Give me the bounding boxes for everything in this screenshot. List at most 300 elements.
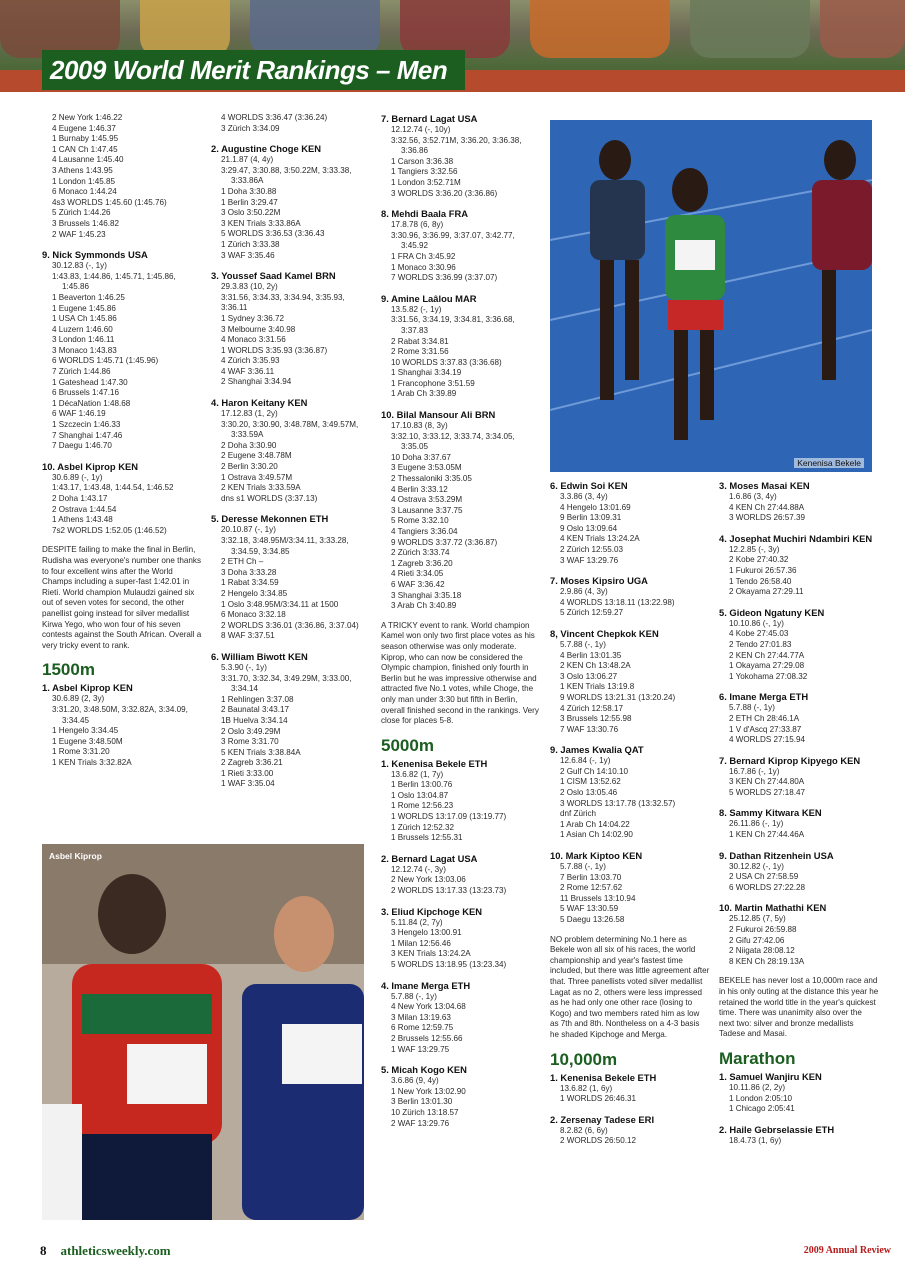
result-line: 4s3 WORLDS 1:45.60 (1:45.76) bbox=[52, 197, 167, 207]
result-line: 1 Eugene 1:45.86 bbox=[52, 303, 116, 313]
result-line: 3 WORLDS 13:17.78 (13:32.57) bbox=[560, 798, 676, 808]
athlete-name: 1. Samuel Wanjiru KEN bbox=[719, 1070, 822, 1082]
result-line: 1 WORLDS 3:35.93 (3:36.87) bbox=[221, 345, 328, 355]
ranking-entry bbox=[211, 397, 371, 504]
photo-kenenisa-bekele bbox=[550, 120, 872, 472]
result-line: 1 Fukuroi 26:57.36 bbox=[729, 565, 797, 575]
ranking-entry bbox=[42, 461, 202, 537]
result-line: 1 CAN Ch 1:47.45 bbox=[52, 144, 118, 154]
result-line: 1 WORLDS 26:46.31 bbox=[560, 1094, 637, 1104]
result-line: 4 KEN Ch 27:44.88A bbox=[729, 502, 805, 512]
result-line: 25.12.85 (7, 5y) bbox=[729, 914, 786, 924]
ranking-entry bbox=[550, 1072, 710, 1105]
ranking-entry bbox=[719, 1124, 879, 1147]
result-line: 1 Chicago 2:05:41 bbox=[729, 1104, 795, 1114]
result-line: 2 ETH Ch – bbox=[221, 557, 264, 567]
result-line: 2 Gulf Ch 14:10.10 bbox=[560, 766, 628, 776]
result-line: 4 Luzern 1:46.60 bbox=[52, 324, 113, 334]
result-line: 1 Eugene 3:48.50M bbox=[52, 736, 123, 746]
result-line: 3:34.59, 3:34.85 bbox=[231, 546, 290, 556]
result-line: 1 Oslo 13:04.87 bbox=[391, 790, 449, 800]
athlete-name: 5. Deresse Mekonnen ETH bbox=[211, 513, 329, 525]
ranking-entry bbox=[719, 607, 879, 683]
result-line: 1 Athens 1:43.48 bbox=[52, 515, 113, 525]
result-line: 7 Zürich 1:44.86 bbox=[52, 367, 111, 377]
result-line: 30.12.82 (-, 1y) bbox=[729, 861, 784, 871]
result-line: 4 Tangiers 3:36.04 bbox=[391, 527, 458, 536]
result-line: 6 Brussels 1:47.16 bbox=[52, 388, 120, 398]
result-line: 1 Hengelo 3:34.45 bbox=[52, 726, 119, 736]
athlete-name: 10. Mark Kiptoo KEN bbox=[550, 850, 643, 862]
result-line: 17.10.83 (8, 3y) bbox=[391, 421, 448, 431]
ranking-entry bbox=[42, 113, 202, 240]
result-line: 3 Doha 3:33.28 bbox=[221, 567, 277, 577]
commentary-paragraph: DESPITE failing to make the final in Berlin, Rudisha was everyone's number one thanks to four excellent wins after the World Champs including a super-fast 1:42.01 in Rieti. World champion Mulaudzi gained six out of seven votes for second, the other panellist going instead for silver medallist Kirwa Yego, who won four of his seven contests against the South African. Overall a very tricky event to rank. bbox=[42, 545, 202, 650]
result-line: 1 London 1:45.85 bbox=[52, 176, 116, 186]
result-line: 2 Oslo 3:49.29M bbox=[221, 726, 281, 736]
ranking-entry bbox=[719, 902, 879, 967]
result-line: 3:45.92 bbox=[401, 241, 429, 251]
result-line: 4 Eugene 1:46.37 bbox=[52, 123, 116, 133]
result-line: 1 Shanghai 3:34.19 bbox=[391, 368, 462, 378]
result-line: 5 WORLDS 13:18.95 (13:23.34) bbox=[391, 960, 507, 969]
result-line: 2 Hengelo 3:34.85 bbox=[221, 588, 288, 598]
result-line: 5.3.90 (-, 1y) bbox=[221, 662, 267, 672]
result-line: 7s2 WORLDS 1:52.05 (1:46.52) bbox=[52, 525, 167, 535]
footer-left bbox=[40, 1243, 171, 1259]
athlete-name: 2. Bernard Lagat USA bbox=[381, 852, 478, 864]
result-line: 4 KEN Trials 13:24.2A bbox=[560, 534, 640, 544]
athlete-name: 10. Martin Mathathi KEN bbox=[719, 902, 827, 914]
banner-photo-crowd bbox=[820, 0, 905, 58]
result-line: 4 WORLDS 27:15.94 bbox=[729, 735, 806, 745]
result-line: 9 Oslo 13:09.64 bbox=[560, 523, 618, 533]
result-line: 3:29.47, 3:30.88, 3:50.22M, 3:33.38, bbox=[221, 165, 352, 175]
athlete-name: 8. Mehdi Baala FRA bbox=[381, 208, 468, 220]
result-line: 2 Okayama 27:29.11 bbox=[729, 587, 804, 597]
ranking-entry bbox=[719, 691, 879, 745]
header-banner bbox=[0, 0, 905, 92]
result-line: 3:31.70, 3:32.34, 3:49.29M, 3:33.00, bbox=[221, 673, 352, 683]
ranking-entry bbox=[211, 143, 371, 261]
result-line: 5.7.88 (-, 1y) bbox=[729, 703, 775, 713]
result-line: 3:30.96, 3:36.99, 3:37.07, 3:42.77, bbox=[391, 230, 515, 240]
result-line: 3:30.20, 3:30.90, 3:48.78M, 3:49.57M, bbox=[221, 419, 359, 429]
result-line: 17.12.83 (1, 2y) bbox=[221, 409, 278, 419]
result-line: 1 Milan 12:56.46 bbox=[391, 938, 451, 948]
result-line: 1 Asian Ch 14:02.90 bbox=[560, 830, 633, 840]
result-line: 12.12.74 (-, 10y) bbox=[391, 125, 451, 134]
result-line: 18.4.73 (1, 6y) bbox=[729, 1135, 782, 1145]
result-line: 3 Hengelo 13:00.91 bbox=[391, 928, 462, 938]
result-line: 4 New York 13:04.68 bbox=[391, 1002, 466, 1012]
result-line: 4 WAF 3:36.11 bbox=[221, 366, 275, 376]
result-line: 1 Gateshead 1:47.30 bbox=[52, 377, 128, 387]
result-line: 1 FRA Ch 3:45.92 bbox=[391, 251, 456, 261]
result-line: 3:34.14 bbox=[231, 684, 259, 694]
result-line: 1 Rome 3:31.20 bbox=[52, 747, 110, 757]
result-line: 3 Berlin 13:01.30 bbox=[391, 1097, 453, 1107]
photo-kiprop-image bbox=[42, 844, 364, 1220]
result-line: 2 ETH Ch 28:46.1A bbox=[729, 713, 800, 723]
result-line: 2 Niigata 28:08.12 bbox=[729, 946, 795, 956]
commentary-paragraph: A TRICKY event to rank. World champion Kamel won only two first place votes as his season otherwise was only moderate. Kiprop, who can now be considered the Olympic champion, finished only fourth in Berlin but he was impressive otherwise and attracted five No.1 votes, while Choge, the only man under 3:30 but fifth in Berlin, overall finished second in the rankings. Very close for places 5-8. bbox=[381, 620, 539, 726]
result-line: 4 Hengelo 13:01.69 bbox=[560, 502, 631, 512]
result-line: 4 Ostrava 3:53.29M bbox=[391, 495, 463, 505]
result-line: 3 Melbourne 3:40.98 bbox=[221, 324, 296, 334]
athlete-name: 4. Imane Merga ETH bbox=[381, 979, 471, 991]
result-line: 2 WORLDS 3:36.01 (3:36.86, 3:37.04) bbox=[221, 620, 359, 630]
result-line: 1 WAF 13:29.75 bbox=[391, 1044, 450, 1054]
result-line: 1 London 3:52.71M bbox=[391, 177, 461, 187]
result-line: 10 WORLDS 3:37.83 (3:36.68) bbox=[391, 357, 502, 367]
athlete-name: 3. Youssef Saad Kamel BRN bbox=[211, 270, 336, 282]
result-line: 3:31.56, 3:34.33, 3:34.94, 3:35.93, 3:36.11 bbox=[221, 292, 345, 313]
ranking-entry bbox=[42, 682, 202, 768]
photo-asbel-kiprop bbox=[42, 844, 364, 1220]
result-line: 1 CISM 13:52.62 bbox=[560, 777, 621, 787]
commentary-paragraph: NO problem determining No.1 here as Bekele won all six of his races, the world championship and year's fastest time included, but there was little agreement after that. Three panellists voted silver medallist Lagat as no 2, others were less impressed as he had only one other race (losing to Kogo) and two members rated him as low as 7th and 8th. Nontheless on a 4-3 basis he shaded Kipchoge and Merga. bbox=[550, 934, 710, 1039]
ranking-entry bbox=[719, 755, 879, 799]
result-line: 13.6.82 (1, 6y) bbox=[560, 1083, 613, 1093]
athlete-name: 10. Asbel Kiprop KEN bbox=[42, 460, 139, 472]
ranking-entry bbox=[381, 409, 541, 612]
result-line: 2 Thessaloniki 3:35.05 bbox=[391, 474, 472, 484]
result-line: 3.3.86 (3, 4y) bbox=[560, 492, 608, 501]
result-line: 2 New York 13:03.06 bbox=[391, 875, 466, 885]
athlete-name: 3. Eliud Kipchoge KEN bbox=[381, 905, 483, 917]
result-line: 2 Eugene 3:48.78M bbox=[221, 451, 292, 461]
result-line: 2 WAF 1:45.23 bbox=[52, 229, 106, 239]
result-line: 1 Berlin 3:29.47 bbox=[221, 197, 278, 207]
site-link[interactable]: athleticsweekly.com bbox=[60, 1243, 171, 1258]
result-line: 1 Arab Ch 3:39.89 bbox=[391, 389, 457, 399]
athlete-name: 1. Asbel Kiprop KEN bbox=[42, 682, 133, 694]
result-line: 12.12.74 (-, 3y) bbox=[391, 864, 446, 874]
result-line: 6 WAF 1:46.19 bbox=[52, 409, 106, 419]
ranking-entry bbox=[719, 533, 879, 598]
result-line: 1 WAF 3:35.04 bbox=[221, 779, 275, 789]
column-4 bbox=[550, 480, 710, 1156]
result-line: 12.2.85 (-, 3y) bbox=[729, 544, 780, 554]
result-line: 2 KEN Ch 27:44.77A bbox=[729, 650, 805, 660]
athlete-name: 9. Amine Laâlou MAR bbox=[381, 292, 477, 304]
ranking-entry bbox=[381, 113, 541, 199]
athlete-name: 3. Moses Masai KEN bbox=[719, 480, 810, 491]
result-line: 4 Berlin 13:01.35 bbox=[560, 650, 622, 660]
result-line: 6 WORLDS 1:45.71 (1:45.96) bbox=[52, 356, 159, 366]
result-line: 2 Zürich 12:55.03 bbox=[560, 544, 623, 554]
ranking-entry bbox=[211, 513, 371, 642]
ranking-entry bbox=[719, 807, 879, 840]
result-line: 1:43.83, 1:44.86, 1:45.71, 1:45.86, bbox=[52, 271, 176, 281]
ranking-entry bbox=[42, 249, 202, 452]
result-line: 29.3.83 (10, 2y) bbox=[221, 282, 278, 292]
athlete-name: 8. Sammy Kitwara KEN bbox=[719, 807, 822, 819]
column-5 bbox=[719, 480, 879, 1155]
ranking-entry bbox=[719, 1071, 879, 1115]
result-line: 3 KEN Trials 13:24.2A bbox=[391, 949, 471, 959]
section-heading: 10,000m bbox=[550, 1049, 618, 1069]
result-line: 3 WAF 3:35.46 bbox=[221, 250, 275, 260]
result-line: 1 Rehlingen 3:37.08 bbox=[221, 694, 294, 704]
column-2 bbox=[211, 113, 371, 799]
ranking-entry bbox=[381, 208, 541, 284]
result-line: 8.2.82 (6, 6y) bbox=[560, 1125, 608, 1135]
result-line: 1 Zagreb 3:36.20 bbox=[391, 558, 453, 568]
result-line: 4 WORLDS 3:36.47 (3:36.24) bbox=[221, 113, 328, 122]
athlete-name: 4. Haron Keitany KEN bbox=[211, 397, 308, 409]
result-line: 13.5.82 (-, 1y) bbox=[391, 304, 442, 314]
result-line: 1 Yokohama 27:08.32 bbox=[729, 671, 808, 681]
athlete-name: 2. Haile Gebrselassie ETH bbox=[719, 1123, 835, 1135]
result-line: 2 USA Ch 27:58.59 bbox=[729, 872, 799, 882]
result-line: 2 Gifu 27:42.06 bbox=[729, 935, 785, 945]
ranking-entry bbox=[381, 980, 541, 1056]
result-line: 1 Carson 3:36.38 bbox=[391, 156, 454, 166]
result-line: 5 WORLDS 27:18.47 bbox=[729, 787, 806, 797]
athlete-name: 5. Micah Kogo KEN bbox=[381, 1064, 467, 1076]
result-line: 3 Oslo 13:06.27 bbox=[560, 671, 618, 681]
result-line: 1 Zürich 12:52.32 bbox=[391, 822, 454, 832]
section-heading: Marathon bbox=[719, 1048, 796, 1068]
result-line: 3 Milan 13:19.63 bbox=[391, 1012, 451, 1022]
result-line: 2 Doha 3:30.90 bbox=[221, 440, 277, 450]
result-line: 3:35.05 bbox=[401, 442, 429, 452]
result-line: 30.6.89 (2, 3y) bbox=[52, 694, 105, 704]
result-line: 2 WORLDS 13:17.33 (13:23.73) bbox=[391, 886, 507, 896]
result-line: 9 Berlin 13:09.31 bbox=[560, 513, 622, 523]
result-line: 2.9.86 (4, 3y) bbox=[560, 587, 608, 597]
result-line: 3 Arab Ch 3:40.89 bbox=[391, 601, 457, 611]
result-line: 1 Ostrava 3:49.57M bbox=[221, 472, 293, 482]
ranking-entry bbox=[381, 1064, 541, 1129]
result-line: 2 WAF 13:29.76 bbox=[391, 1118, 450, 1128]
result-line: 3 Monaco 1:43.83 bbox=[52, 345, 117, 355]
result-line: 2 Kobe 27:40.32 bbox=[729, 555, 789, 565]
column-3 bbox=[381, 113, 541, 1138]
athlete-name: 7. Bernard Kiprop Kipyego KEN bbox=[719, 754, 861, 766]
result-line: 5 KEN Trials 3:38.84A bbox=[221, 747, 301, 757]
column-1 bbox=[42, 113, 202, 777]
result-line: 3 Eugene 3:53.05M bbox=[391, 463, 462, 473]
result-line: 2 KEN Ch 13:48.2A bbox=[560, 661, 631, 671]
result-line: 2 Zürich 3:33.74 bbox=[391, 548, 450, 558]
result-line: 1.6.86 (3, 4y) bbox=[729, 492, 777, 501]
athlete-name: 6. Edwin Soi KEN bbox=[550, 480, 628, 491]
result-line: 2 KEN Trials 3:33.59A bbox=[221, 483, 301, 493]
result-line: 3:36.86 bbox=[401, 146, 429, 156]
ranking-entry bbox=[211, 113, 371, 134]
result-line: 2 Zagreb 3:36.21 bbox=[221, 758, 283, 768]
result-line: 1 V d'Ascq 27:33.87 bbox=[729, 724, 802, 734]
result-line: 2 Tendo 27:01.83 bbox=[729, 639, 792, 649]
result-line: 6 WORLDS 27:22.28 bbox=[729, 882, 806, 892]
result-line: 3 Brussels 12:55.98 bbox=[560, 714, 632, 724]
ranking-entry bbox=[719, 480, 879, 524]
result-line: 6 WAF 3:36.42 bbox=[391, 579, 445, 589]
result-line: dns s1 WORLDS (3:37.13) bbox=[221, 493, 318, 503]
result-line: 5.7.88 (-, 1y) bbox=[560, 639, 606, 649]
result-line: 3 WAF 13:29.76 bbox=[560, 555, 619, 565]
result-line: 2 Berlin 3:30.20 bbox=[221, 462, 278, 472]
result-line: 3:33.59A bbox=[231, 430, 264, 440]
result-line: 4 Rieti 3:34.05 bbox=[391, 569, 444, 579]
result-line: 2 Ostrava 1:44.54 bbox=[52, 504, 117, 514]
result-line: 1 Rabat 3:34.59 bbox=[221, 578, 279, 588]
result-line: 30.12.83 (-, 1y) bbox=[52, 261, 107, 271]
result-line: 5 WORLDS 3:36.53 (3:36.43 bbox=[221, 229, 325, 239]
result-line: 10 Doha 3:37.67 bbox=[391, 452, 451, 462]
result-line: 2 Rome 3:31.56 bbox=[391, 347, 449, 357]
result-line: 3 Oslo 3:50.22M bbox=[221, 208, 281, 218]
result-line: 1B Huelva 3:34.14 bbox=[221, 715, 288, 725]
result-line: 6 Monaco 1:44.24 bbox=[52, 187, 117, 197]
athlete-name: 4. Josephat Muchiri Ndambiri KEN bbox=[719, 532, 873, 544]
ranking-entry bbox=[550, 575, 710, 619]
result-line: 3 Zürich 3:34.09 bbox=[221, 123, 280, 133]
commentary-paragraph: BEKELE has never lost a 10,000m race and in his only outing at the distance this year he retained the world title in the year's quickest time. There was unanimity also over the next two: silver and bronze medallists Tadese and Masai. bbox=[719, 976, 879, 1039]
result-line: 1 Doha 3:30.88 bbox=[221, 186, 277, 196]
result-line: 7 Daegu 1:46.70 bbox=[52, 441, 112, 451]
result-line: 2 Doha 1:43.17 bbox=[52, 494, 108, 503]
athlete-name: 7. Moses Kipsiro UGA bbox=[550, 575, 648, 587]
result-line: 5 Zürich 1:44.26 bbox=[52, 208, 111, 218]
result-line: 8 WAF 3:37.51 bbox=[221, 631, 275, 641]
ranking-entry bbox=[211, 651, 371, 790]
result-line: 3 Shanghai 3:35.18 bbox=[391, 590, 462, 600]
athlete-name: 6. Imane Merga ETH bbox=[719, 691, 809, 703]
result-line: 1 Brussels 12:55.31 bbox=[391, 833, 463, 843]
ranking-entry bbox=[550, 628, 710, 735]
result-line: 3 Lausanne 3:37.75 bbox=[391, 505, 463, 515]
athlete-name: 1. Kenenisa Bekele ETH bbox=[550, 1071, 657, 1083]
result-line: 3.6.86 (9, 4y) bbox=[391, 1076, 439, 1086]
result-line: 3:31.56, 3:34.19, 3:34.81, 3:36.68, bbox=[391, 315, 515, 325]
athlete-name: 9. Dathan Ritzenhein USA bbox=[719, 849, 834, 861]
result-line: 10.11.86 (2, 2y) bbox=[729, 1082, 786, 1092]
result-line: 2 Rome 12:57.62 bbox=[560, 883, 623, 893]
result-line: 11 Brussels 13:10.94 bbox=[560, 893, 636, 903]
result-line: 3:32.10, 3:33.12, 3:33.74, 3:34.05, bbox=[391, 431, 515, 441]
result-line: 12.6.84 (-, 1y) bbox=[560, 756, 611, 766]
result-line: 3 WORLDS 26:57.39 bbox=[729, 513, 806, 523]
result-line: 3 KEN Trials 3:33.86A bbox=[221, 218, 301, 228]
result-line: 6 Rome 12:59.75 bbox=[391, 1023, 454, 1033]
result-line: 3:33.86A bbox=[231, 176, 264, 186]
result-line: 3:31.20, 3:48.50M, 3:32.82A, 3:34.09, bbox=[52, 704, 188, 714]
ranking-entry bbox=[381, 853, 541, 897]
result-line: 1 Berlin 13:00.76 bbox=[391, 780, 453, 790]
result-line: 6 Monaco 3:32.18 bbox=[221, 610, 286, 620]
section-heading: 1500m bbox=[42, 660, 95, 680]
result-line: 10 Zürich 13:18.57 bbox=[391, 1107, 459, 1117]
result-line: 5 Daegu 13:26.58 bbox=[560, 915, 625, 924]
photo-caption: Asbel Kiprop bbox=[49, 851, 102, 861]
result-line: 1 Monaco 3:30.96 bbox=[391, 262, 456, 272]
result-line: 1 KEN Ch 27:44.46A bbox=[729, 830, 805, 840]
result-line: 5 Rome 3:32.10 bbox=[391, 516, 449, 526]
result-line: 3:32.56, 3:52.71M, 3:36.20, 3:36.38, bbox=[391, 135, 522, 145]
result-line: 7 Berlin 13:03.70 bbox=[560, 872, 622, 882]
result-line: 1 USA Ch 1:45.86 bbox=[52, 314, 117, 324]
result-line: 2 WORLDS 26:50.12 bbox=[560, 1136, 637, 1146]
photo-bekele-image bbox=[550, 120, 872, 472]
result-line: 7 Shanghai 1:47.46 bbox=[52, 430, 123, 440]
ranking-entry bbox=[550, 744, 710, 841]
result-line: 4 Lausanne 1:45.40 bbox=[52, 155, 124, 165]
result-line: 3:32.18, 3:48.95M/3:34.11, 3:33.28, bbox=[221, 536, 349, 545]
result-line: 10.10.86 (-, 1y) bbox=[729, 618, 784, 628]
result-line: 3 WORLDS 3:36.20 (3:36.86) bbox=[391, 188, 498, 198]
result-line: 3 Brussels 1:46.82 bbox=[52, 218, 120, 228]
athlete-name: 6. William Biwott KEN bbox=[211, 650, 308, 662]
result-line: 5.11.84 (2, 7y) bbox=[391, 917, 443, 927]
section-heading: 5000m bbox=[381, 735, 434, 755]
ranking-entry bbox=[719, 850, 879, 894]
result-line: 3 London 1:46.11 bbox=[52, 335, 115, 345]
result-line: 1 DécaNation 1:48.68 bbox=[52, 398, 131, 408]
result-line: 5.7.88 (-, 1y) bbox=[560, 862, 606, 872]
result-line: 1 Sydney 3:36.72 bbox=[221, 313, 284, 323]
result-line: 30.6.89 (-, 1y) bbox=[52, 472, 103, 482]
result-line: 16.7.86 (-, 1y) bbox=[729, 766, 780, 776]
result-line: 3 Rome 3:31.70 bbox=[221, 737, 279, 747]
result-line: 3:37.83 bbox=[401, 325, 429, 335]
result-line: 4 Zürich 12:58.17 bbox=[560, 703, 623, 713]
result-line: 5 Zürich 12:59.27 bbox=[560, 608, 623, 618]
athlete-name: 9. James Kwalia QAT bbox=[550, 744, 644, 756]
athlete-name: 2. Augustine Choge KEN bbox=[211, 143, 322, 155]
result-line: 4 WORLDS 13:18.11 (13:22.98) bbox=[560, 597, 675, 607]
result-line: 2 Rabat 3:34.81 bbox=[391, 336, 449, 346]
result-line: 1 KEN Trials 13:19.8 bbox=[560, 682, 635, 692]
ranking-entry bbox=[211, 270, 371, 388]
athlete-name: 9. Nick Symmonds USA bbox=[42, 249, 148, 261]
result-line: 1 London 2:05:10 bbox=[729, 1093, 793, 1103]
athlete-name: 1. Kenenisa Bekele ETH bbox=[381, 757, 488, 769]
result-line: 4 Zürich 3:35.93 bbox=[221, 356, 280, 366]
result-line: 8 KEN Ch 28:19.13A bbox=[729, 956, 805, 966]
result-line: 1 Burnaby 1:45.95 bbox=[52, 134, 119, 144]
result-line: 1:43.17, 1:43.48, 1:44.54, 1:46.52 bbox=[52, 483, 174, 493]
page-number: 8 bbox=[40, 1243, 47, 1258]
result-line: 1 Rome 12:56.23 bbox=[391, 801, 454, 811]
result-line: 17.8.78 (6, 8y) bbox=[391, 220, 444, 230]
result-line: 3 KEN Ch 27:44.80A bbox=[729, 777, 805, 787]
result-line: 1 Tendo 26:58.40 bbox=[729, 576, 792, 586]
banner-photo-crowd bbox=[690, 0, 810, 58]
result-line: 2 Oslo 13:05.46 bbox=[560, 788, 618, 798]
athlete-name: 8, Vincent Chepkok KEN bbox=[550, 627, 659, 639]
ranking-entry bbox=[550, 1114, 710, 1147]
result-line: 1 Szczecin 1:46.33 bbox=[52, 420, 121, 430]
result-line: 5 WAF 13:30.59 bbox=[560, 904, 619, 914]
result-line: 1 WORLDS 13:17.09 (13:19.77) bbox=[391, 812, 507, 822]
athlete-name: 10. Bilal Mansour Ali BRN bbox=[381, 409, 496, 421]
result-line: 1 Rieti 3:33.00 bbox=[221, 768, 274, 778]
page-title: 2009 World Merit Rankings – Men bbox=[42, 50, 465, 90]
result-line: dnf Zürich bbox=[560, 809, 596, 819]
result-line: 1 Tangiers 3:32.56 bbox=[391, 167, 458, 177]
result-line: 4 Monaco 3:31.56 bbox=[221, 335, 286, 345]
issue-name: 2009 Annual Review bbox=[803, 1245, 891, 1256]
ranking-entry bbox=[381, 906, 541, 971]
result-line: 9 WORLDS 13:21.31 (13:20.24) bbox=[560, 692, 676, 702]
athlete-name: 2. Zersenay Tadese ERI bbox=[550, 1113, 655, 1125]
result-line: 1 Arab Ch 14:04.22 bbox=[560, 819, 630, 829]
result-line: 7 WAF 13:30.76 bbox=[560, 724, 619, 734]
